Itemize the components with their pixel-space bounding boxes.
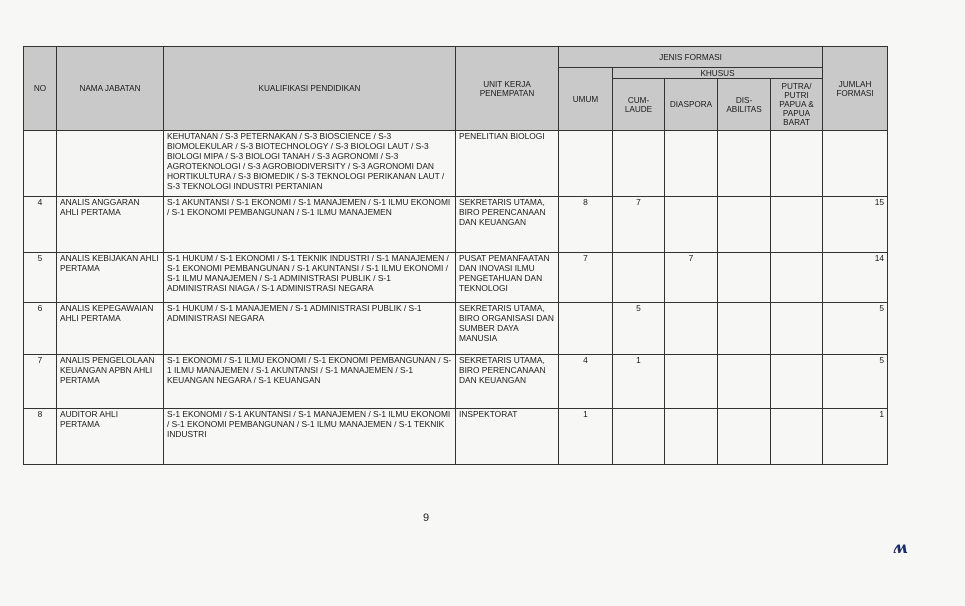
- cell-papua: [771, 409, 823, 465]
- cell-kualifikasi: KEHUTANAN / S-3 PETERNAKAN / S-3 BIOSCIENCE / S-3 BIOMOLEKULAR / S-3 BIOTECHNOLOGY / S-3 BIOLOGI LAUT / S-3 BIOLOGI MIPA / S-3 BIOLOGI TANAH / S-3 AGRONOMI / S-3 AGROTEKNOLOGI / S-3 AGROBIODIVERSITY / S-3 AGRONOMI DAN HORTIKULTURA / S-3 BIOMEDIK / S-3 TEKNOLOGI PERIKANAN LAUT / S-3 TEKNOLOGI INDUSTRI PERTANIAN: [164, 131, 456, 197]
- page-number: 9: [422, 512, 430, 524]
- cell-disabilitas: [718, 197, 771, 253]
- cell-disabilitas: [718, 303, 771, 355]
- cell-umum: 8: [559, 197, 613, 253]
- table-row: [24, 253, 888, 303]
- header-disabilitas: DIS-ABILITAS: [718, 79, 771, 131]
- cell-jumlah: [823, 131, 888, 197]
- cell-kualifikasi: S-1 AKUNTANSI / S-1 EKONOMI / S-1 MANAJEMEN / S-1 ILMU EKONOMI / S-1 EKONOMI PEMBANGUNAN / S-1 ILMU MANAJEMEN: [164, 197, 456, 253]
- cell-umum: 4: [559, 355, 613, 409]
- cell-diaspora: [665, 355, 718, 409]
- cell-papua: [771, 303, 823, 355]
- cell-kualifikasi: S-1 HUKUM / S-1 MANAJEMEN / S-1 ADMINISTRASI PUBLIK / S-1 ADMINISTRASI NEGARA: [164, 303, 456, 355]
- cell-diaspora: [665, 303, 718, 355]
- cell-no: 8: [24, 409, 57, 465]
- header-diaspora: DIASPORA: [665, 79, 718, 131]
- cell-unit: SEKRETARIS UTAMA, BIRO ORGANISASI DAN SUMBER DAYA MANUSIA: [456, 303, 559, 355]
- cell-no: 4: [24, 197, 57, 253]
- cell-unit: PUSAT PEMANFAATAN DAN INOVASI ILMU PENGETAHUAN DAN TEKNOLOGI: [456, 253, 559, 303]
- header-no: NO: [24, 47, 57, 131]
- formasi-table: [23, 46, 888, 465]
- cell-umum: [559, 131, 613, 197]
- cell-cumlaude: [613, 253, 665, 303]
- cell-diaspora: [665, 131, 718, 197]
- cell-papua: [771, 131, 823, 197]
- paraf-initial: ʍ: [893, 538, 907, 557]
- table-row: [24, 131, 888, 197]
- cell-jumlah: 1: [823, 409, 888, 465]
- cell-no: 7: [24, 355, 57, 409]
- cell-papua: [771, 355, 823, 409]
- cell-unit: SEKRETARIS UTAMA, BIRO PERENCANAAN DAN KEUANGAN: [456, 355, 559, 409]
- cell-umum: [559, 303, 613, 355]
- header-umum: UMUM: [559, 68, 613, 131]
- table-row: [24, 197, 888, 253]
- cell-disabilitas: [718, 131, 771, 197]
- cell-diaspora: [665, 197, 718, 253]
- cell-unit: INSPEKTORAT: [456, 409, 559, 465]
- cell-papua: [771, 253, 823, 303]
- cell-disabilitas: [718, 253, 771, 303]
- cell-jabatan: ANALIS PENGELOLAAN KEUANGAN APBN AHLI PERTAMA: [57, 355, 164, 409]
- cell-cumlaude: 5: [613, 303, 665, 355]
- cell-papua: [771, 197, 823, 253]
- cell-jumlah: 15: [823, 197, 888, 253]
- cell-no: 5: [24, 253, 57, 303]
- cell-jabatan: ANALIS KEPEGAWAIAN AHLI PERTAMA: [57, 303, 164, 355]
- cell-cumlaude: 1: [613, 355, 665, 409]
- cell-diaspora: [665, 409, 718, 465]
- table-row: [24, 409, 888, 465]
- cell-diaspora: 7: [665, 253, 718, 303]
- table-row: [24, 303, 888, 355]
- cell-kualifikasi: S-1 EKONOMI / S-1 ILMU EKONOMI / S-1 EKONOMI PEMBANGUNAN / S-1 ILMU MANAJEMEN / S-1 AKUNTANSI / S-1 MANAJEMEN / S-1 KEUANGAN NEGARA / S-1 KEUANGAN: [164, 355, 456, 409]
- cell-jumlah: 5: [823, 355, 888, 409]
- header-khusus: KHUSUS: [613, 68, 823, 79]
- cell-jumlah: 14: [823, 253, 888, 303]
- cell-jabatan: ANALIS KEBIJAKAN AHLI PERTAMA: [57, 253, 164, 303]
- cell-no: [24, 131, 57, 197]
- cell-kualifikasi: S-1 EKONOMI / S-1 AKUNTANSI / S-1 MANAJEMEN / S-1 ILMU EKONOMI / S-1 EKONOMI PEMBANGUNAN / S-1 ILMU MANAJEMEN / S-1 TEKNIK INDUSTRI: [164, 409, 456, 465]
- cell-no: 6: [24, 303, 57, 355]
- cell-jumlah: 5: [823, 303, 888, 355]
- cell-disabilitas: [718, 409, 771, 465]
- cell-umum: 7: [559, 253, 613, 303]
- cell-unit: PENELITIAN BIOLOGI: [456, 131, 559, 197]
- header-jumlah-formasi: JUMLAH FORMASI: [823, 47, 888, 131]
- cell-unit: SEKRETARIS UTAMA, BIRO PERENCANAAN DAN KEUANGAN: [456, 197, 559, 253]
- cell-umum: 1: [559, 409, 613, 465]
- cell-cumlaude: [613, 409, 665, 465]
- cell-cumlaude: [613, 131, 665, 197]
- header-putra-putri-papua: PUTRA/ PUTRI PAPUA & PAPUA BARAT: [771, 79, 823, 131]
- cell-jabatan: [57, 131, 164, 197]
- cell-disabilitas: [718, 355, 771, 409]
- cell-jabatan: ANALIS ANGGARAN AHLI PERTAMA: [57, 197, 164, 253]
- table-row: [24, 355, 888, 409]
- header-kualifikasi-pendidikan: KUALIFIKASI PENDIDIKAN: [164, 47, 456, 131]
- header-cumlaude: CUM-LAUDE: [613, 79, 665, 131]
- header-nama-jabatan: NAMA JABATAN: [57, 47, 164, 131]
- cell-jabatan: AUDITOR AHLI PERTAMA: [57, 409, 164, 465]
- header-jenis-formasi: JENIS FORMASI: [559, 47, 823, 68]
- cell-kualifikasi: S-1 HUKUM / S-1 EKONOMI / S-1 TEKNIK INDUSTRI / S-1 MANAJEMEN / S-1 EKONOMI PEMBANGUNAN / S-1 AKUNTANSI / S-1 ILMU EKONOMI / S-1 ILMU MANAJEMEN / S-1 ADMINISTRASI PUBLIK / S-1 ADMINISTRASI NIAGA / S-1 ADMINISTRASI NEGARA: [164, 253, 456, 303]
- header-unit-kerja: UNIT KERJA PENEMPATAN: [456, 47, 559, 131]
- cell-cumlaude: 7: [613, 197, 665, 253]
